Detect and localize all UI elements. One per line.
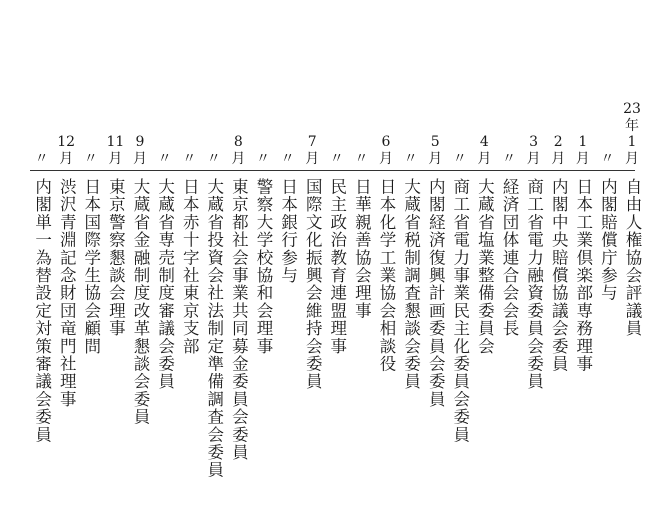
entry-post: 民主政治教育連盟理事 <box>327 178 347 355</box>
date-part: 〃 <box>452 151 467 168</box>
entry-post: 日本工業倶楽部専務理事 <box>573 178 593 373</box>
date-part: 4 <box>479 134 489 151</box>
entry-post: 大蔵省専売制度審議会委員 <box>155 178 175 391</box>
entry-date <box>226 0 250 168</box>
entry-post: 内閣賠償庁参与 <box>598 178 618 302</box>
entry-post: 内閣経済復興計画委員会委員 <box>426 178 446 409</box>
entry-post: 警察大学校協和会理事 <box>254 178 273 355</box>
date-part: 月 <box>59 151 74 168</box>
entry-date <box>153 0 177 168</box>
date-part: 月 <box>575 151 590 168</box>
date-part: 〃 <box>502 151 516 168</box>
date-part: 12 <box>57 134 76 151</box>
date-part: 6 <box>381 134 391 151</box>
date-part: 月 <box>108 151 123 168</box>
entry-post: 内閣中央賠償協議会委員 <box>549 178 569 373</box>
date-part: 〃 <box>280 151 295 168</box>
entry-post: 経済団体連合会会長 <box>500 178 519 338</box>
date-part: 月 <box>133 151 147 168</box>
entry-post: 国際文化振興会維持会委員 <box>303 178 323 391</box>
entry-post: 日本銀行参与 <box>278 178 298 285</box>
entry-date <box>472 0 496 168</box>
entry-date <box>349 0 373 168</box>
entry-date <box>374 0 398 168</box>
date-part: 月 <box>428 151 443 168</box>
date-part: 1 <box>578 134 588 151</box>
entry-post: 東京警察懇談会理事 <box>106 178 126 338</box>
date-part: 〃 <box>403 151 418 168</box>
entry-post: 商工省電力事業民主化委員会委員 <box>450 178 470 444</box>
entry-date <box>177 0 201 168</box>
entry-date <box>300 0 324 168</box>
entry-date <box>620 0 644 168</box>
entry-post: 商工省電力融資委員会委員 <box>524 178 544 391</box>
entry-post: 渋沢青淵記念財団竜門社理事 <box>57 178 77 409</box>
entry-date <box>423 0 447 168</box>
date-part: 月 <box>379 151 393 168</box>
entry-date <box>30 0 54 168</box>
entry-post: 日華親善協会理事 <box>352 178 372 320</box>
entry-post: 内閣単一為替設定対策審議会委員 <box>32 178 52 444</box>
date-part: 〃 <box>34 151 49 168</box>
entry-date <box>448 0 472 168</box>
date-part: 5 <box>430 134 440 151</box>
date-part: 年 <box>625 117 639 134</box>
date-part: 8 <box>233 134 243 151</box>
entry-date <box>103 0 127 168</box>
entry-date <box>251 0 275 168</box>
entry-date <box>54 0 78 168</box>
date-part: 〃 <box>157 151 172 168</box>
date-part: 〃 <box>600 151 615 168</box>
entry-post: 大蔵省投資会社法制定準備調査会委員 <box>204 178 224 479</box>
date-part: 〃 <box>354 151 369 168</box>
entry-post: 自由人権協会評議員 <box>623 178 642 338</box>
entry-date <box>497 0 521 168</box>
entry-date <box>546 0 570 168</box>
date-part: 月 <box>305 151 320 168</box>
entry-date <box>571 0 595 168</box>
entry-post: 大蔵省金融制度改革懇談会委員 <box>131 178 150 426</box>
entry-date <box>276 0 300 168</box>
entry-post: 大蔵省塩業整備委員会 <box>475 178 495 355</box>
entry-date <box>79 0 103 168</box>
entry-date <box>325 0 349 168</box>
date-part: 〃 <box>83 151 98 168</box>
entry-date <box>522 0 546 168</box>
date-part: 月 <box>625 151 639 168</box>
entry-post: 東京都社会事業共同募金委員会委員 <box>229 178 249 462</box>
date-part: 1 <box>627 134 637 151</box>
entry-date <box>595 0 619 168</box>
header-divider-line <box>30 170 635 171</box>
date-part: 23 <box>623 100 641 117</box>
date-part: 月 <box>551 151 566 168</box>
date-part: 月 <box>477 151 492 168</box>
date-part: 9 <box>135 134 145 151</box>
date-part: 〃 <box>256 151 270 168</box>
entry-post: 日本国際学生協会顧問 <box>81 178 101 355</box>
date-part: 2 <box>553 134 563 151</box>
entry-post: 日本化学工業協会相談役 <box>377 178 396 373</box>
date-part: 7 <box>307 134 317 151</box>
date-part: 3 <box>529 134 539 151</box>
date-part: 11 <box>106 134 125 151</box>
entry-post: 日本赤十字社東京支部 <box>180 178 200 355</box>
entry-post: 大蔵省税制調査懇談会委員 <box>401 178 421 391</box>
date-part: 〃 <box>182 151 197 168</box>
date-part: 〃 <box>206 151 221 168</box>
date-part: 月 <box>231 151 246 168</box>
date-part: 月 <box>526 151 541 168</box>
date-part: 〃 <box>329 151 344 168</box>
entry-date <box>399 0 423 168</box>
entry-date <box>202 0 226 168</box>
entry-date <box>128 0 152 168</box>
